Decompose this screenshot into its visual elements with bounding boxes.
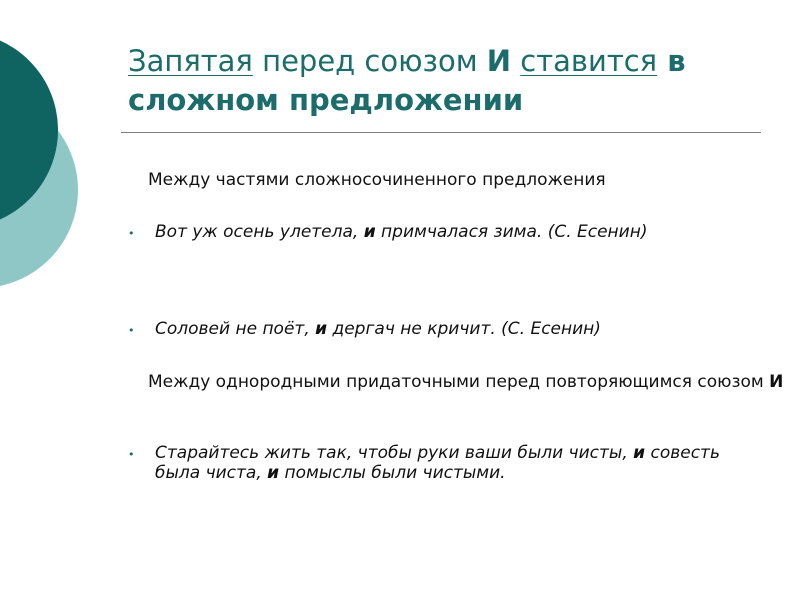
conjunction-i: и [363, 222, 376, 242]
conjunction-i: и [267, 463, 280, 483]
section2-heading-conjunction: И [769, 372, 784, 392]
text-segment: помыслы были чистыми. [279, 463, 506, 483]
slide-title [128, 42, 768, 120]
title-word-v: в [657, 44, 686, 78]
decorative-circles [0, 0, 120, 340]
list-item [128, 222, 768, 242]
list-item-text [128, 222, 768, 242]
text-segment: примчалася зима. (С. Есенин) [375, 222, 648, 242]
section2-heading [128, 372, 796, 392]
list-item [128, 319, 768, 339]
title-word-stavitsya: ставится [520, 44, 658, 78]
section2-heading-text: Между однородными придаточными перед повторяющимся союзом [148, 372, 770, 392]
list-item-text [128, 319, 768, 339]
section1-heading: Между частями сложносочиненного предложения [148, 170, 606, 190]
bullet-icon: • [128, 448, 135, 461]
bullet-icon: • [128, 324, 135, 337]
text-segment: дергач не кричит. (С. Есенин) [327, 319, 601, 339]
title-line2: сложном предложении [128, 83, 524, 117]
title-divider [121, 132, 761, 133]
conjunction-i: и [315, 319, 328, 339]
title-conjunction: И [486, 44, 512, 78]
title-space [511, 44, 520, 78]
conjunction-i: и [633, 443, 646, 463]
title-text-segment: перед союзом [252, 44, 487, 78]
list-item-text [128, 443, 768, 483]
text-segment: Соловей не поёт, [155, 319, 316, 339]
text-segment: Вот уж осень улетела, [155, 222, 364, 242]
bullet-icon: • [128, 227, 135, 240]
title-word-zapyataya: Запятая [128, 44, 253, 78]
list-item [128, 443, 768, 483]
text-segment: совесть была чиста, [155, 443, 720, 483]
text-segment: Старайтесь жить так, чтобы руки ваши были чисты, [155, 443, 634, 463]
